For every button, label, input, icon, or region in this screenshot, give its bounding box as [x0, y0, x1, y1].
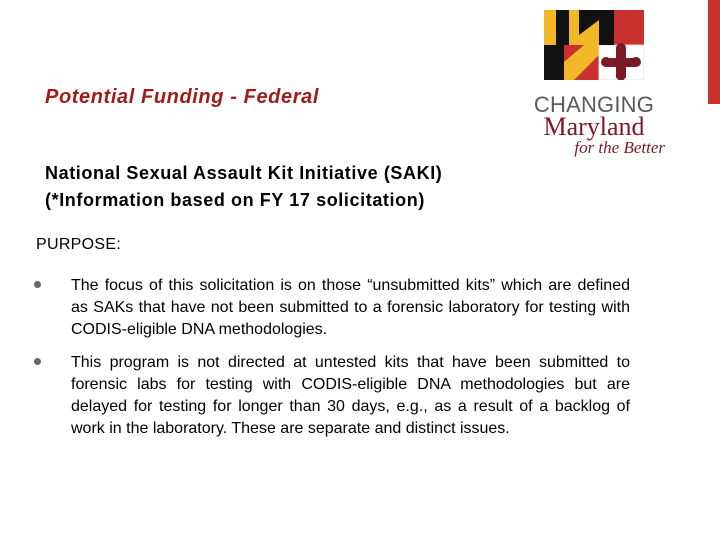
bullet-list	[30, 275, 630, 451]
bullet-text: The focus of this solicitation is on those “unsubmitted kits” which are defined as SAKs that have not been submitted to a forensic laboratory for testing with CODIS-eligible DNA methodologies.	[71, 277, 630, 338]
changing-maryland-logo	[527, 10, 667, 160]
bullet-dot-icon	[34, 358, 41, 365]
slide-subtitle	[45, 160, 442, 214]
subtitle-line-1: National Sexual Assault Kit Initiative (SAKI)	[45, 163, 443, 183]
subtitle-line-2: (*Information based on FY 17 solicitation)	[45, 190, 425, 210]
bullet-text: This program is not directed at untested kits that have been submitted to forensic labs for testing with CODIS-eligible DNA methodologies but are delayed for testing for longer than 30 days, e.g., as a result of a backlog of work in the laboratory. These are separate and distinct issues.	[71, 354, 630, 437]
purpose-heading: PURPOSE:	[36, 236, 122, 253]
logo-text-maryland: Maryland	[543, 112, 645, 141]
logo-text-changing: CHANGING	[533, 92, 655, 117]
slide-title: Potential Funding - Federal	[45, 86, 319, 108]
logo-text-tagline: for the Better	[574, 138, 665, 157]
maryland-flag-icon	[544, 10, 644, 80]
accent-bar	[708, 0, 720, 104]
list-item	[30, 352, 630, 440]
bullet-dot-icon	[34, 281, 41, 288]
list-item	[30, 275, 630, 341]
